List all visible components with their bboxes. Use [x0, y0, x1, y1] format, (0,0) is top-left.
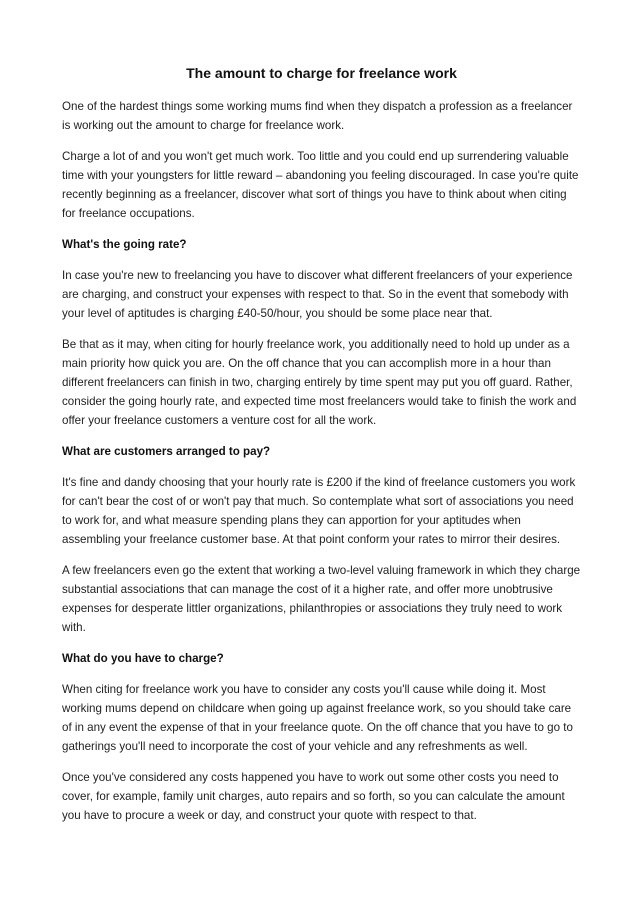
paragraph-customer-budget: It's fine and dandy choosing that your hourly rate is £200 if the kind of freelance customers you work for can't bear the cost of or won't pay that much. So contemplate what sort of associations you need to work for, and what measure spending plans they can apportion for your aptitudes when assembling your freelance customer base. At that point conform your rates to mirror their desires.	[62, 476, 576, 546]
paragraph-intro: One of the hardest things some working mums find when they dispatch a profession as a freelancer is working out the amount to charge for freelance work.	[62, 100, 573, 132]
heading-going-rate: What's the going rate?	[62, 238, 187, 251]
paragraph-charge-balance: Charge a lot of and you won't get much work. Too little and you could end up surrendering valuable time with your youngsters for little reward – abandoning you feeling discouraged. In case you're quite recently beginning as a freelancer, discover what sort of things you have to think about when citing for freelance occupations.	[62, 150, 579, 220]
heading-what-to-charge: What do you have to charge?	[62, 652, 224, 665]
paragraph-hourly-speed: Be that as it may, when citing for hourly freelance work, you additionally need to hold up under as a main priority how quick you are. On the off chance that you can accomplish more in a hour than different freelancers can finish in two, charging entirely by time spent may put you off guard. Rather, consider the going hourly rate, and expected time most freelancers would take to finish the work and offer your freelance customers a venture cost for all the work.	[62, 338, 577, 427]
paragraph-going-rate: In case you're new to freelancing you have to discover what different freelancers of your experience are charging, and construct your expenses with respect to that. So in the event that somebody with your level of aptitudes is charging £40-50/hour, you should be some place near that.	[62, 269, 573, 320]
paragraph-other-costs: Once you've considered any costs happened you have to work out some other costs you need to cover, for example, family unit charges, auto repairs and so forth, so you can calculate the amount you have to procure a week or day, and construct your quote with respect to that.	[62, 771, 565, 822]
document-title: The amount to charge for freelance work	[186, 65, 457, 81]
paragraph-two-level-pricing: A few freelancers even go the extent that working a two-level valuing framework in which they charge substantial associations that can manage the cost of it a higher rate, and offer more unobtrusive expenses for desperate littler organizations, philanthropies or associations they truly need to work with.	[62, 564, 581, 634]
paragraph-costs: When citing for freelance work you have to consider any costs you'll cause while doing it. Most working mums depend on childcare when going up against freelance work, so you should take care of in any event the expense of that in your freelance quote. On the off chance that you have to go to gatherings you'll need to incorporate the cost of your vehicle and any refreshments as well.	[62, 683, 573, 753]
heading-customers-pay: What are customers arranged to pay?	[62, 445, 271, 458]
